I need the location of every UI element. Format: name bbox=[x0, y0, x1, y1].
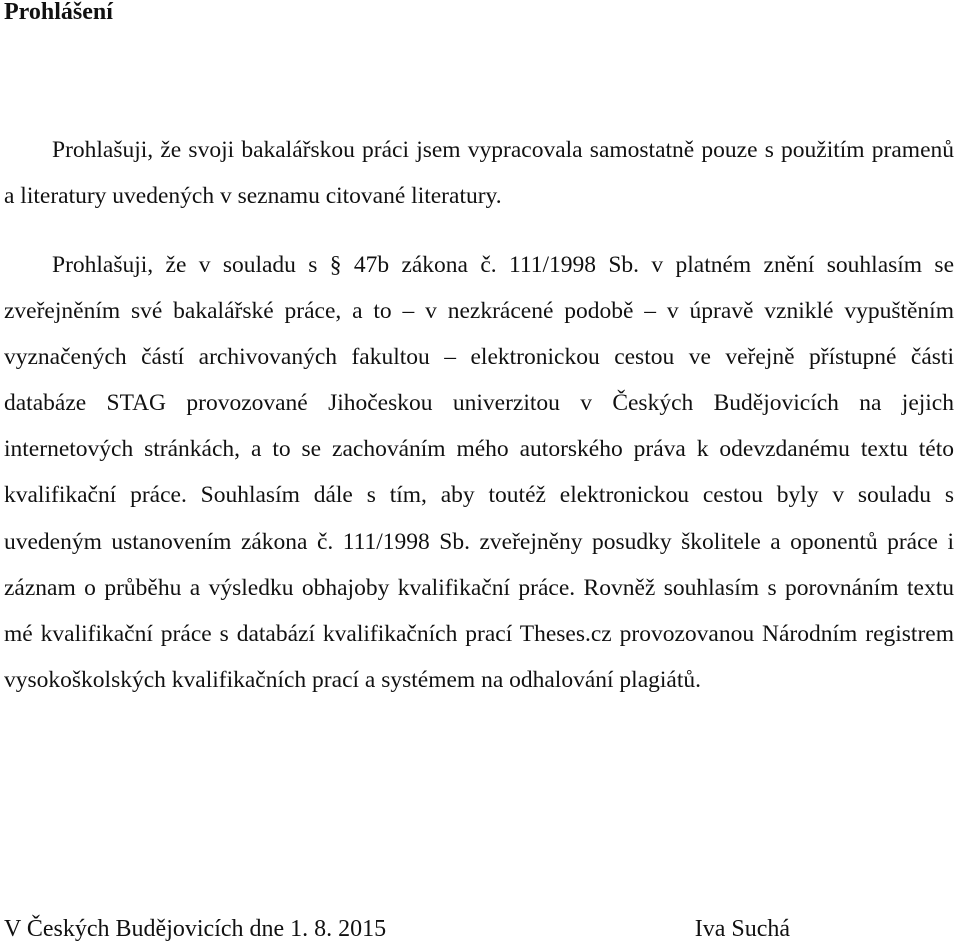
page-title: Prohlášení bbox=[4, 0, 113, 25]
author-name: Iva Suchá bbox=[694, 916, 790, 942]
signature-row bbox=[4, 915, 790, 943]
declaration-paragraph-2: Prohlašuji, že v souladu s § 47b zákona č. 111/1998 Sb. v platném znění souhlasím se zveřejněním své bakalářské práce, a to – v nezkrácené podobě – v úpravě vzniklé vypuštěním vyznačených částí archivovaných fakultou – elektronickou cestou ve veřejně přístupné části databáze STAG provozované Jihočeskou univerzitou v Českých Budějovicích na jejich internetových stránkách, a to se zachováním mého autorského práva k odevzdanému textu této kvalifikační práce. Souhlasím dále s tím, aby toutéž elektronickou cestou byly v souladu s uvedeným ustanovením zákona č. 111/1998 Sb. zveřejněny posudky školitele a oponentů práce i záznam o průběhu a výsledku obhajoby kvalifikační práce. Rovněž souhlasím s porovnáním textu mé kvalifikační práce s databází kvalifikačních prací Theses.cz provozovanou Národním registrem vysokoškolských kvalifikačních prací a systémem na odhalování plagiátů. bbox=[4, 252, 954, 693]
declaration-paragraph-1: Prohlašuji, že svoji bakalářskou práci jsem vypracovala samostatně pouze s použitím pramenů a literatury uvedených v seznamu citované literatury. bbox=[4, 137, 954, 210]
place-and-date: V Českých Budějovicích dne 1. 8. 2015 bbox=[4, 916, 387, 942]
